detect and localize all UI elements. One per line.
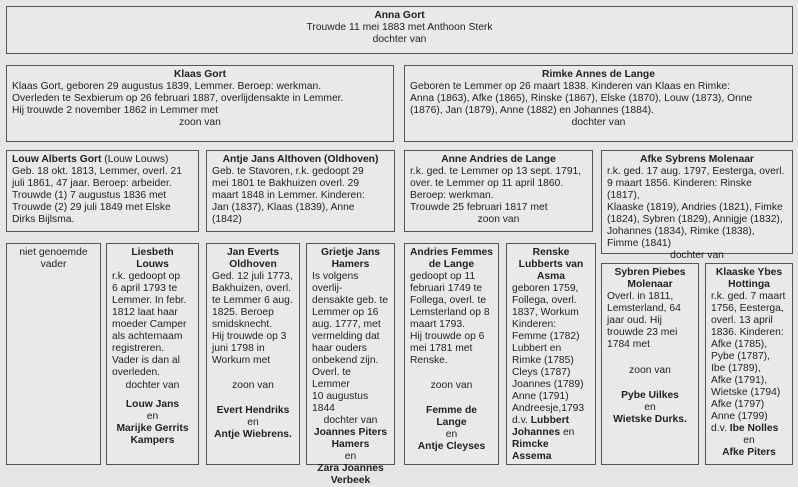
person-name: Rimke Annes de Lange xyxy=(542,69,655,80)
parent-name-1: Ibe Nolles xyxy=(729,423,779,434)
person-details: Is volgens overlij- densakte geb. te Lemmer op 16 aug. 1777, met vermelding dat haar ouders onbekend zijn. Overl. te Lemmer 10 augustus 1844 xyxy=(312,271,389,414)
person-name: Afke Sybrens Molenaar xyxy=(640,154,754,165)
person-details: Geb. 18 okt. 1813, Lemmer, overl. 21 juli 1861, 47 jaar. Beroep: arbeider. Trouwde (1) 7 augustus 1836 met Trouwde (2) 29 juli 1849 met Elske Dirks Bijlsma. xyxy=(12,166,182,225)
parent-name-2: Antje Cleyses xyxy=(417,441,486,452)
conjunction: en xyxy=(146,411,159,422)
relation-line: dochter van xyxy=(323,415,378,426)
person-box-renske-lubberts-van-asma xyxy=(506,243,596,465)
parent-name-1: Pybe Uilkes xyxy=(621,390,679,401)
person-box-anne-andries-de-lange xyxy=(404,150,593,232)
relation-line: zoon van xyxy=(629,365,671,376)
person-box-klaaske-ybes-hottinga xyxy=(705,263,793,465)
relation-line: dochter van xyxy=(571,117,626,128)
conjunction: en xyxy=(247,417,259,428)
person-box-sybren-piebes-molenaar xyxy=(601,263,699,465)
person-box-jan-everts-oldhoven xyxy=(206,243,300,465)
parent-line-1 xyxy=(711,423,787,435)
conjunction: en xyxy=(445,429,458,440)
person-name: Klaas Gort xyxy=(173,69,227,80)
parent-prefix: d.v. xyxy=(711,423,727,434)
person-box-liesbeth-louws xyxy=(106,243,199,465)
person-details: gedoopt op 11 februari 1749 te Follega, overl. te Lemsterland op 8 maart 1793. Hij trouwde op 6 mei 1781 met Renske. xyxy=(410,271,490,366)
relation-line: zoon van xyxy=(430,380,473,391)
conjunction: en xyxy=(344,451,357,462)
person-box-afke-sybrens-molenaar xyxy=(601,150,793,261)
person-alias: (Louw Louws) xyxy=(101,154,169,165)
person-details: Geboren te Lemmer op 26 maart 1838. Kinderen van Klaas en Rimke: Anna (1863), Afke (1865), Rinske (1867), Elske (1870), Louw (1873), Onne (1876), Jan (1879), Anne (1882) en Johannes (1884). xyxy=(410,81,753,116)
person-box-klaas-gort xyxy=(6,65,394,142)
relation-line: dochter van xyxy=(372,34,427,45)
person-details: geboren 1759, Follega, overl. 1837, Workum Kinderen: Femme (1782) Lubbert en Rimke (1785) Cleys (1787) Joannes (1789) Anne (1791) Andreesje,1793 xyxy=(512,283,585,414)
conjunction: en xyxy=(644,402,656,413)
person-details: Overl. in 1811, Lemsterland, 64 jaar oud. Hij trouwde 23 mei 1784 met xyxy=(607,291,681,350)
person-box-louw-alberts-gort xyxy=(6,150,199,232)
person-name: Klaaske Ybes Hottinga xyxy=(715,267,783,290)
person-box-antje-jans-althoven xyxy=(206,150,395,232)
relation-line: dochter van xyxy=(670,250,724,261)
parent-name-1: Evert Hendriks xyxy=(216,405,290,416)
parent-name-2: Afke Piters xyxy=(722,447,776,458)
parent-name-2: Marijke Gerrits Kampers xyxy=(116,423,189,446)
person-details: r.k. gedoopt op 6 april 1793 te Lemmer. In febr. 1812 laat haar moeder Camper als achternaam registreren. Vader is dan al overleden. xyxy=(112,271,187,378)
parent-name-1: Louw Jans xyxy=(125,399,180,410)
parent-name-1: Joannes Piters Hamers xyxy=(313,427,388,450)
person-box-grietje-jans-hamers xyxy=(306,243,395,486)
conjunction: en xyxy=(743,435,755,446)
parent-line-1 xyxy=(512,415,590,439)
parent-name-2: Rimcke Assema xyxy=(512,439,552,462)
relation-line: zoon van xyxy=(179,117,221,128)
parent-name-1: Femme de Lange xyxy=(426,405,477,428)
person-box-andries-femmes-de-lange xyxy=(404,243,499,465)
marriage-line: Trouwde 11 mei 1883 met Anthoon Sterk xyxy=(306,22,493,33)
relation-line: dochter van xyxy=(125,380,180,391)
parent-name-2: Antje Wiebrens. xyxy=(214,429,292,440)
person-details: Geb. te Stavoren, r.k. gedoopt 29 mei 1801 te Bakhuizen overl. 29 maart 1848 in Lemmer. Kinderen: Jan (1837), Klaas (1839), Anne (1842) xyxy=(212,166,365,225)
parent-prefix: d.v. xyxy=(512,415,528,426)
relation-line: zoon van xyxy=(477,214,520,225)
parent-name-2: Zara Joannes Verbeek xyxy=(317,463,384,486)
parent-name-2: Wietske Durks. xyxy=(613,414,687,425)
person-name: Andries Femmes de Lange xyxy=(410,247,493,270)
person-details: Klaas Gort, geboren 29 augustus 1839, Lemmer. Beroep: werkman. Overleden te Sexbierum op 26 februari 1887, overlijdensakte in Lemmer. Hij trouwde 2 november 1862 in Lemmer met xyxy=(12,81,344,116)
person-box-anna-gort xyxy=(6,6,793,54)
person-details: r.k. ged. 7 maart 1756, Eesterga, overl. 13 april 1836. Kinderen: Afke (1785), Pybe (1787), Ibe (1789), Afke (1791), Wietske (1794) Afke (1797) Anne (1799) xyxy=(711,291,786,422)
person-name: Grietje Jans Hamers xyxy=(321,247,380,270)
person-details: r.k. ged. 17 aug. 1797, Eesterga, overl. 9 maart 1856. Kinderen: Rinske (1817), Klaaske (1819), Andries (1821), Fimke (1824), Sybren (1829), Annigje (1832), Johannes (1834), Rimke (1838), Fimme (1841) xyxy=(607,166,785,249)
person-name: Liesbeth Louws xyxy=(131,247,174,270)
person-name: Louw Alberts Gort xyxy=(12,154,102,165)
person-name: Jan Everts Oldhoven xyxy=(226,247,280,270)
person-name: Anna Gort xyxy=(374,10,425,21)
person-details: r.k. ged. te Lemmer op 13 sept. 1791, over. te Lemmer op 11 april 1860. Beroep: werkman. Trouwde 25 februari 1817 met xyxy=(410,166,582,213)
person-name: Sybren Piebes Molenaar xyxy=(614,267,686,290)
person-box-rimke-annes-de-lange xyxy=(404,65,793,142)
person-box-unnamed-father xyxy=(6,243,101,465)
conjunction: en xyxy=(562,427,575,438)
person-details: Ged. 12 juli 1773, Bakhuizen, overl. te Lemmer 6 aug. 1825. Beroep smidsknecht. Hij trouwde op 3 juni 1798 in Workum met xyxy=(212,271,293,366)
person-name: Anne Andries de Lange xyxy=(441,154,556,165)
relation-line: zoon van xyxy=(232,380,274,391)
person-name-wrap xyxy=(12,154,193,166)
person-details: niet genoemde vader xyxy=(19,247,88,270)
person-name: Antje Jans Althoven (Oldhoven) xyxy=(222,154,379,165)
person-name: Renske Lubberts van Asma xyxy=(518,247,584,282)
parent-name-1: Lubbert Johannes xyxy=(512,415,570,438)
